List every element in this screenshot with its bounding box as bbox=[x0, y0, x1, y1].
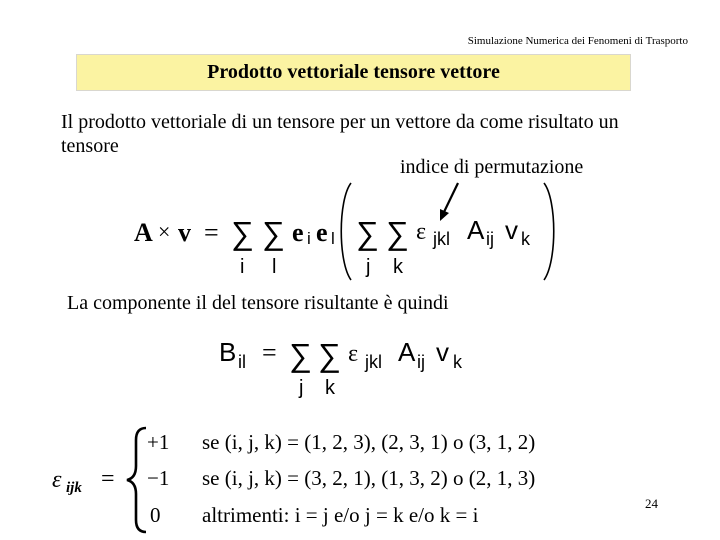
formula2-B: B bbox=[219, 337, 237, 367]
result-text: La componente il del tensore risultante è quindi bbox=[67, 292, 449, 314]
formula2-idx-j: j bbox=[299, 377, 304, 399]
formula1-sum-j: ∑ bbox=[356, 215, 379, 251]
formula1-A-term: A bbox=[467, 215, 485, 245]
formula3-equals: = bbox=[101, 466, 115, 492]
formula1-v-term: v bbox=[505, 215, 518, 245]
formula2-v: v bbox=[436, 337, 449, 367]
formula2-B-sub: il bbox=[238, 352, 246, 372]
formula1-right-paren bbox=[544, 183, 554, 280]
formula2-A: A bbox=[398, 337, 416, 367]
page-number: 24 bbox=[645, 496, 658, 511]
formula1-v-sub: k bbox=[521, 229, 530, 249]
formula1-equals: = bbox=[204, 218, 219, 247]
title-banner bbox=[76, 54, 631, 91]
formula2-epsilon-sub: jkl bbox=[365, 352, 382, 372]
case-1-value: +1 bbox=[147, 430, 170, 454]
formula1-sum-i: ∑ bbox=[231, 215, 254, 251]
formula1-A: A bbox=[134, 218, 153, 247]
case-3-condition: altrimenti: i = j e/o j = k e/o k = i bbox=[202, 503, 479, 527]
formula2-sum-k: ∑ bbox=[318, 337, 341, 373]
formula1-times: × bbox=[158, 219, 171, 244]
formula1-epsilon-sub: jkl bbox=[433, 229, 450, 249]
formula1-idx-i: i bbox=[240, 256, 245, 278]
formula1-A-sub: ij bbox=[486, 229, 494, 249]
formula1-e1: e bbox=[292, 218, 304, 247]
formula1-idx-j: j bbox=[366, 256, 371, 278]
formula1-sum-k: ∑ bbox=[386, 215, 409, 251]
formula1-e2: e bbox=[316, 218, 328, 247]
formula1-left-paren bbox=[341, 183, 351, 280]
formula1-sum-l: ∑ bbox=[262, 215, 285, 251]
case-2-condition: se (i, j, k) = (3, 2, 1), (1, 3, 2) o (2, 1, 3) bbox=[202, 466, 536, 490]
intro-text: Il prodotto vettoriale di un tensore per un vettore da come risultato un tensore bbox=[61, 111, 619, 157]
formula3-brace bbox=[127, 428, 146, 532]
formula3-epsilon: ε bbox=[52, 467, 62, 493]
formula2-v-sub: k bbox=[453, 352, 462, 372]
formula1-v: v bbox=[178, 218, 191, 247]
permutation-label: indice di permutazione bbox=[400, 156, 584, 178]
slide-title: Prodotto vettoriale tensore vettore bbox=[207, 61, 500, 83]
formula2-epsilon: ε bbox=[348, 341, 359, 367]
formula2-A-sub: ij bbox=[417, 352, 425, 372]
formula1-e2-sub: l bbox=[331, 229, 335, 248]
formula3-epsilon-sub: ijk bbox=[66, 480, 82, 496]
formula1-idx-l: l bbox=[272, 256, 277, 278]
formula2-equals: = bbox=[262, 338, 277, 367]
formula1-idx-k: k bbox=[393, 256, 403, 278]
formula1-epsilon: ε bbox=[416, 219, 427, 245]
formula2-idx-k: k bbox=[325, 377, 335, 399]
case-3-value: 0 bbox=[150, 503, 161, 527]
formula1-e1-sub: i bbox=[307, 229, 311, 248]
formula2-sum-j: ∑ bbox=[289, 337, 312, 373]
course-header: Simulazione Numerica dei Fenomeni di Trasporto bbox=[467, 35, 688, 47]
case-2-value: −1 bbox=[147, 466, 170, 490]
case-1-condition: se (i, j, k) = (1, 2, 3), (2, 3, 1) o (3, 1, 2) bbox=[202, 430, 536, 454]
